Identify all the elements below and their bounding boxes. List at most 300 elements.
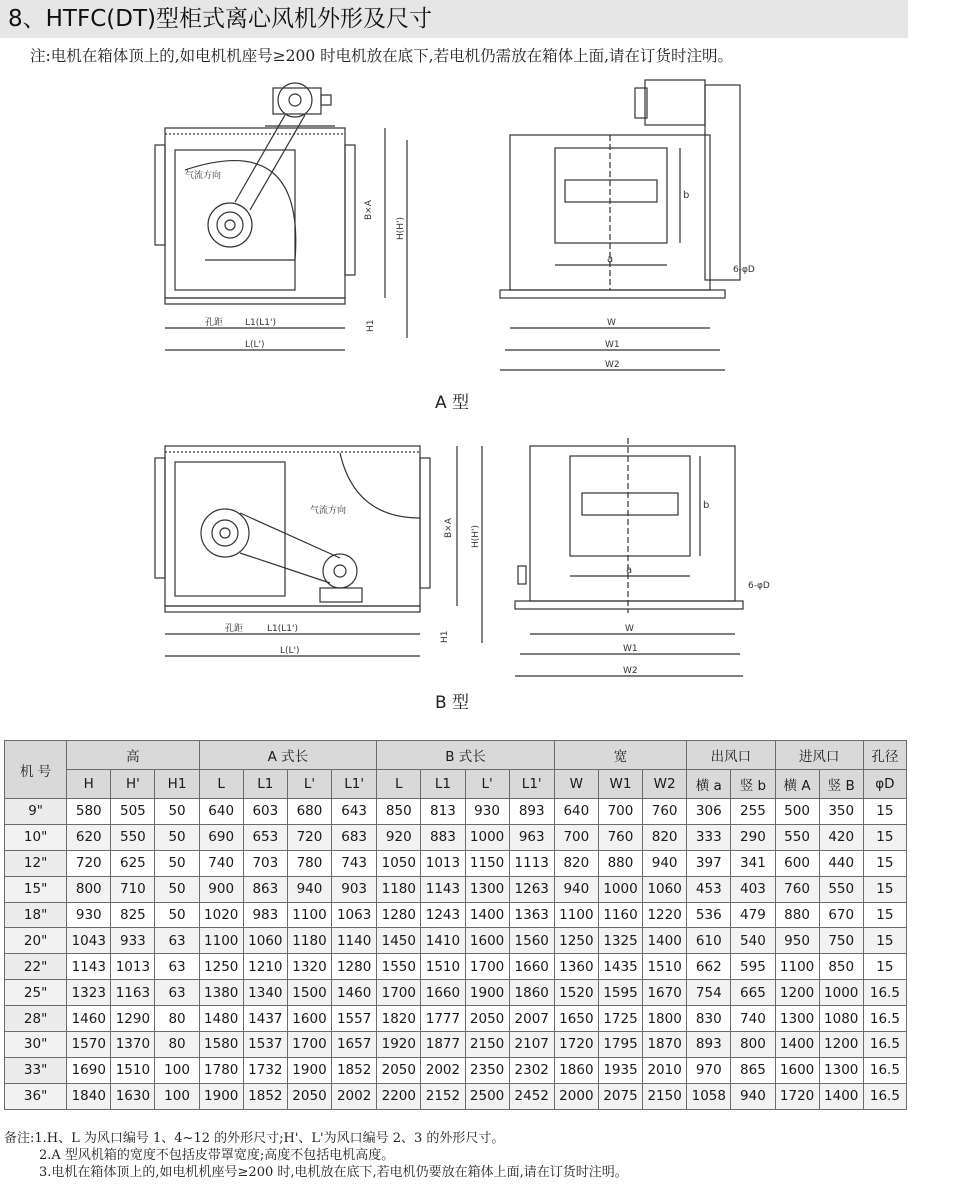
value-cell: 940 xyxy=(731,1083,775,1109)
value-cell: 1160 xyxy=(598,902,642,928)
value-cell: 1630 xyxy=(111,1083,155,1109)
value-cell: 1852 xyxy=(332,1057,377,1083)
value-cell: 680 xyxy=(287,799,331,825)
value-cell: 800 xyxy=(731,1032,775,1058)
value-cell: 1060 xyxy=(643,876,687,902)
value-cell: 1243 xyxy=(421,902,465,928)
dim-h-label: H(H') xyxy=(396,216,406,240)
value-cell: 290 xyxy=(731,824,775,850)
value-cell: 1363 xyxy=(509,902,554,928)
value-cell: 1150 xyxy=(465,850,509,876)
value-cell: 750 xyxy=(819,928,863,954)
value-cell: 653 xyxy=(243,824,287,850)
value-cell: 603 xyxy=(243,799,287,825)
value-cell: 930 xyxy=(465,799,509,825)
value-cell: 1935 xyxy=(598,1057,642,1083)
value-cell: 50 xyxy=(155,876,199,902)
column-header: L1' xyxy=(509,770,554,799)
value-cell: 754 xyxy=(687,980,731,1006)
value-cell: 1280 xyxy=(377,902,421,928)
value-cell: 1700 xyxy=(287,1032,331,1058)
value-cell: 100 xyxy=(155,1057,199,1083)
value-cell: 2452 xyxy=(509,1083,554,1109)
table-row xyxy=(5,1032,907,1058)
table-row xyxy=(5,902,907,928)
value-cell: 1143 xyxy=(67,954,111,980)
value-cell: 350 xyxy=(819,799,863,825)
model-cell: 36" xyxy=(5,1083,67,1109)
b-dim-w1-label: W1 xyxy=(623,644,638,654)
drawing-a-side-view xyxy=(145,70,420,370)
table-row xyxy=(5,876,907,902)
value-cell: 2302 xyxy=(509,1057,554,1083)
value-cell: 1460 xyxy=(332,980,377,1006)
value-cell: 1660 xyxy=(509,954,554,980)
dim-b-label: b xyxy=(683,190,690,201)
table-row xyxy=(5,824,907,850)
value-cell: 306 xyxy=(687,799,731,825)
value-cell: 640 xyxy=(199,799,243,825)
table-row xyxy=(5,928,907,954)
value-cell: 1510 xyxy=(421,954,465,980)
hole-pitch-label: 孔距 xyxy=(205,318,224,328)
value-cell: 2002 xyxy=(332,1083,377,1109)
value-cell: 15 xyxy=(863,876,906,902)
b-dim-h1-label: H1 xyxy=(440,630,450,643)
b-dim-l1-label: L1(L1') xyxy=(267,624,298,634)
value-cell: 2350 xyxy=(465,1057,509,1083)
value-cell: 2152 xyxy=(421,1083,465,1109)
value-cell: 1100 xyxy=(775,954,819,980)
value-cell: 1580 xyxy=(199,1032,243,1058)
column-header: 横 a xyxy=(687,770,731,799)
value-cell: 1670 xyxy=(643,980,687,1006)
value-cell: 1520 xyxy=(554,980,598,1006)
value-cell: 15 xyxy=(863,824,906,850)
b-dim-a-label: a xyxy=(626,565,633,576)
value-cell: 1400 xyxy=(819,1083,863,1109)
value-cell: 813 xyxy=(421,799,465,825)
value-cell: 863 xyxy=(243,876,287,902)
header-group-outlet: 出风口 xyxy=(687,741,775,770)
column-header: W1 xyxy=(598,770,642,799)
table-header-columns xyxy=(5,770,907,799)
value-cell: 1163 xyxy=(111,980,155,1006)
column-header: H xyxy=(67,770,111,799)
value-cell: 2050 xyxy=(287,1083,331,1109)
column-header: L1 xyxy=(421,770,465,799)
value-cell: 1400 xyxy=(775,1032,819,1058)
value-cell: 1657 xyxy=(332,1032,377,1058)
value-cell: 1600 xyxy=(775,1057,819,1083)
column-header: L' xyxy=(465,770,509,799)
value-cell: 1537 xyxy=(243,1032,287,1058)
header-model: 机 号 xyxy=(5,741,67,799)
column-header: L1 xyxy=(243,770,287,799)
value-cell: 683 xyxy=(332,824,377,850)
value-cell: 540 xyxy=(731,928,775,954)
value-cell: 15 xyxy=(863,954,906,980)
value-cell: 893 xyxy=(687,1032,731,1058)
value-cell: 1340 xyxy=(243,980,287,1006)
airflow-label: 气流方向 xyxy=(185,171,222,181)
remark-1: 备注:1.H、L 为风口编号 1、4~12 的外形尺寸;H'、L'为风口编号 2、3 的外形尺寸。 xyxy=(4,1131,505,1146)
value-cell: 16.5 xyxy=(863,1057,906,1083)
value-cell: 1380 xyxy=(199,980,243,1006)
value-cell: 1700 xyxy=(465,954,509,980)
model-cell: 25" xyxy=(5,980,67,1006)
value-cell: 333 xyxy=(687,824,731,850)
drawing-b-front-view xyxy=(510,438,770,683)
value-cell: 1143 xyxy=(421,876,465,902)
dim-h1-label: H1 xyxy=(366,319,376,332)
value-cell: 970 xyxy=(687,1057,731,1083)
value-cell: 1280 xyxy=(332,954,377,980)
drawing-a-front-view xyxy=(495,70,755,375)
b-hole-pitch-label: 孔距 xyxy=(225,624,244,634)
drawing-b-side-view xyxy=(145,438,490,666)
value-cell: 1320 xyxy=(287,954,331,980)
value-cell: 920 xyxy=(377,824,421,850)
value-cell: 1840 xyxy=(67,1083,111,1109)
value-cell: 670 xyxy=(819,902,863,928)
value-cell: 63 xyxy=(155,980,199,1006)
value-cell: 1370 xyxy=(111,1032,155,1058)
value-cell: 1600 xyxy=(287,1006,331,1032)
value-cell: 850 xyxy=(377,799,421,825)
value-cell: 15 xyxy=(863,799,906,825)
value-cell: 700 xyxy=(598,799,642,825)
value-cell: 1660 xyxy=(421,980,465,1006)
model-cell: 28" xyxy=(5,1006,67,1032)
header-group-inlet: 进风口 xyxy=(775,741,863,770)
value-cell: 1852 xyxy=(243,1083,287,1109)
dim-a-label: a xyxy=(607,254,614,265)
column-header: φD xyxy=(863,770,906,799)
value-cell: 1720 xyxy=(775,1083,819,1109)
value-cell: 16.5 xyxy=(863,1083,906,1109)
value-cell: 1100 xyxy=(287,902,331,928)
value-cell: 883 xyxy=(421,824,465,850)
value-cell: 640 xyxy=(554,799,598,825)
value-cell: 1570 xyxy=(67,1032,111,1058)
value-cell: 1013 xyxy=(111,954,155,980)
value-cell: 1080 xyxy=(819,1006,863,1032)
value-cell: 1900 xyxy=(465,980,509,1006)
column-header: L xyxy=(199,770,243,799)
value-cell: 1180 xyxy=(377,876,421,902)
value-cell: 983 xyxy=(243,902,287,928)
value-cell: 2107 xyxy=(509,1032,554,1058)
value-cell: 1557 xyxy=(332,1006,377,1032)
remark-2: 2.A 型风机箱的宽度不包括皮带罩宽度;高度不包括电机高度。 xyxy=(39,1148,395,1163)
value-cell: 1700 xyxy=(377,980,421,1006)
table-row xyxy=(5,799,907,825)
value-cell: 620 xyxy=(67,824,111,850)
value-cell: 903 xyxy=(332,876,377,902)
value-cell: 453 xyxy=(687,876,731,902)
value-cell: 690 xyxy=(199,824,243,850)
table-row xyxy=(5,954,907,980)
column-header: W xyxy=(554,770,598,799)
value-cell: 1720 xyxy=(554,1032,598,1058)
column-header: H1 xyxy=(155,770,199,799)
value-cell: 2075 xyxy=(598,1083,642,1109)
value-cell: 1877 xyxy=(421,1032,465,1058)
model-cell: 20" xyxy=(5,928,67,954)
value-cell: 1510 xyxy=(643,954,687,980)
value-cell: 1725 xyxy=(598,1006,642,1032)
value-cell: 963 xyxy=(509,824,554,850)
header-group-a-length: A 式长 xyxy=(199,741,377,770)
value-cell: 703 xyxy=(243,850,287,876)
value-cell: 341 xyxy=(731,850,775,876)
table-body xyxy=(5,799,907,1110)
value-cell: 1100 xyxy=(199,928,243,954)
value-cell: 1220 xyxy=(643,902,687,928)
model-cell: 18" xyxy=(5,902,67,928)
value-cell: 255 xyxy=(731,799,775,825)
model-cell: 22" xyxy=(5,954,67,980)
value-cell: 1900 xyxy=(199,1083,243,1109)
value-cell: 1400 xyxy=(465,902,509,928)
value-cell: 1210 xyxy=(243,954,287,980)
value-cell: 1200 xyxy=(819,1032,863,1058)
value-cell: 2200 xyxy=(377,1083,421,1109)
value-cell: 820 xyxy=(554,850,598,876)
value-cell: 865 xyxy=(731,1057,775,1083)
value-cell: 1550 xyxy=(377,954,421,980)
value-cell: 16.5 xyxy=(863,1032,906,1058)
value-cell: 625 xyxy=(111,850,155,876)
value-cell: 950 xyxy=(775,928,819,954)
value-cell: 1435 xyxy=(598,954,642,980)
value-cell: 825 xyxy=(111,902,155,928)
dim-l-label: L(L') xyxy=(245,340,265,350)
value-cell: 1795 xyxy=(598,1032,642,1058)
value-cell: 720 xyxy=(67,850,111,876)
value-cell: 720 xyxy=(287,824,331,850)
value-cell: 2050 xyxy=(465,1006,509,1032)
model-cell: 15" xyxy=(5,876,67,902)
value-cell: 1410 xyxy=(421,928,465,954)
value-cell: 1900 xyxy=(287,1057,331,1083)
table-row xyxy=(5,1006,907,1032)
value-cell: 800 xyxy=(67,876,111,902)
value-cell: 1140 xyxy=(332,928,377,954)
b-dim-w2-label: W2 xyxy=(623,666,638,676)
table-row xyxy=(5,1057,907,1083)
value-cell: 1180 xyxy=(287,928,331,954)
dim-w1-label: W1 xyxy=(605,340,620,350)
value-cell: 420 xyxy=(819,824,863,850)
value-cell: 820 xyxy=(643,824,687,850)
header-group-hole: 孔径 xyxy=(863,741,906,770)
spec-table xyxy=(4,740,907,1110)
value-cell: 1325 xyxy=(598,928,642,954)
value-cell: 1323 xyxy=(67,980,111,1006)
dim-l1-label: L1(L1') xyxy=(245,318,276,328)
column-header: 横 A xyxy=(775,770,819,799)
value-cell: 2050 xyxy=(377,1057,421,1083)
value-cell: 2150 xyxy=(643,1083,687,1109)
dim-w2-label: W2 xyxy=(605,360,620,370)
value-cell: 15 xyxy=(863,850,906,876)
value-cell: 700 xyxy=(554,824,598,850)
b-dim-l-label: L(L') xyxy=(280,646,300,656)
value-cell: 1595 xyxy=(598,980,642,1006)
value-cell: 1020 xyxy=(199,902,243,928)
value-cell: 850 xyxy=(819,954,863,980)
value-cell: 643 xyxy=(332,799,377,825)
column-header: H' xyxy=(111,770,155,799)
value-cell: 665 xyxy=(731,980,775,1006)
value-cell: 780 xyxy=(287,850,331,876)
value-cell: 1860 xyxy=(509,980,554,1006)
value-cell: 2000 xyxy=(554,1083,598,1109)
value-cell: 600 xyxy=(775,850,819,876)
value-cell: 2007 xyxy=(509,1006,554,1032)
value-cell: 1820 xyxy=(377,1006,421,1032)
column-header: L' xyxy=(287,770,331,799)
value-cell: 1400 xyxy=(643,928,687,954)
b-dim-bxa-label: B×A xyxy=(444,518,454,538)
model-cell: 10" xyxy=(5,824,67,850)
value-cell: 63 xyxy=(155,954,199,980)
table-header-groups xyxy=(5,741,907,770)
value-cell: 893 xyxy=(509,799,554,825)
b-airflow-label: 气流方向 xyxy=(310,506,347,516)
column-header: L xyxy=(377,770,421,799)
dim-bxa-label: B×A xyxy=(364,200,374,220)
value-cell: 63 xyxy=(155,928,199,954)
value-cell: 1450 xyxy=(377,928,421,954)
value-cell: 16.5 xyxy=(863,980,906,1006)
value-cell: 880 xyxy=(598,850,642,876)
value-cell: 880 xyxy=(775,902,819,928)
value-cell: 760 xyxy=(598,824,642,850)
table-row xyxy=(5,850,907,876)
value-cell: 1800 xyxy=(643,1006,687,1032)
value-cell: 1480 xyxy=(199,1006,243,1032)
header-group-b-length: B 式长 xyxy=(377,741,555,770)
value-cell: 830 xyxy=(687,1006,731,1032)
value-cell: 1250 xyxy=(199,954,243,980)
value-cell: 900 xyxy=(199,876,243,902)
value-cell: 1063 xyxy=(332,902,377,928)
value-cell: 1000 xyxy=(819,980,863,1006)
value-cell: 1510 xyxy=(111,1057,155,1083)
value-cell: 740 xyxy=(731,1006,775,1032)
value-cell: 550 xyxy=(111,824,155,850)
value-cell: 15 xyxy=(863,902,906,928)
value-cell: 50 xyxy=(155,850,199,876)
header-group-width: 宽 xyxy=(554,741,686,770)
value-cell: 940 xyxy=(287,876,331,902)
value-cell: 80 xyxy=(155,1006,199,1032)
value-cell: 2150 xyxy=(465,1032,509,1058)
value-cell: 1920 xyxy=(377,1032,421,1058)
value-cell: 1460 xyxy=(67,1006,111,1032)
value-cell: 1013 xyxy=(421,850,465,876)
value-cell: 740 xyxy=(199,850,243,876)
value-cell: 1200 xyxy=(775,980,819,1006)
model-cell: 33" xyxy=(5,1057,67,1083)
type-b-label: B 型 xyxy=(434,693,470,713)
top-note: 注:电机在箱体顶上的,如电机机座号≥200 时电机放在底下,若电机仍需放在箱体上面,请在订货时注明。 xyxy=(30,47,734,65)
value-cell: 2010 xyxy=(643,1057,687,1083)
value-cell: 940 xyxy=(554,876,598,902)
column-header: W2 xyxy=(643,770,687,799)
value-cell: 1360 xyxy=(554,954,598,980)
value-cell: 1000 xyxy=(465,824,509,850)
table-row xyxy=(5,980,907,1006)
value-cell: 1560 xyxy=(509,928,554,954)
value-cell: 2002 xyxy=(421,1057,465,1083)
value-cell: 1690 xyxy=(67,1057,111,1083)
table-row xyxy=(5,1083,907,1109)
value-cell: 1100 xyxy=(554,902,598,928)
value-cell: 550 xyxy=(819,876,863,902)
b-dim-b-label: b xyxy=(703,500,710,511)
value-cell: 1500 xyxy=(287,980,331,1006)
value-cell: 1860 xyxy=(554,1057,598,1083)
remark-3: 3.电机在箱体顶上的,如电机机座号≥200 时,电机放在底下,若电机仍要放在箱体上面,请在订货时注明。 xyxy=(39,1165,628,1180)
value-cell: 1058 xyxy=(687,1083,731,1109)
value-cell: 710 xyxy=(111,876,155,902)
value-cell: 1437 xyxy=(243,1006,287,1032)
value-cell: 550 xyxy=(775,824,819,850)
value-cell: 610 xyxy=(687,928,731,954)
page-title: 8、HTFC(DT)型柜式离心风机外形及尺寸 xyxy=(0,0,908,38)
value-cell: 1650 xyxy=(554,1006,598,1032)
value-cell: 16.5 xyxy=(863,1006,906,1032)
value-cell: 760 xyxy=(775,876,819,902)
value-cell: 1870 xyxy=(643,1032,687,1058)
value-cell: 933 xyxy=(111,928,155,954)
value-cell: 397 xyxy=(687,850,731,876)
value-cell: 1113 xyxy=(509,850,554,876)
remarks xyxy=(4,1130,964,1181)
value-cell: 1050 xyxy=(377,850,421,876)
value-cell: 1777 xyxy=(421,1006,465,1032)
value-cell: 1600 xyxy=(465,928,509,954)
value-cell: 50 xyxy=(155,824,199,850)
column-header: L1' xyxy=(332,770,377,799)
value-cell: 15 xyxy=(863,928,906,954)
value-cell: 505 xyxy=(111,799,155,825)
column-header: 竖 b xyxy=(731,770,775,799)
dim-w-label: W xyxy=(607,318,616,328)
value-cell: 536 xyxy=(687,902,731,928)
value-cell: 1060 xyxy=(243,928,287,954)
value-cell: 662 xyxy=(687,954,731,980)
value-cell: 440 xyxy=(819,850,863,876)
value-cell: 930 xyxy=(67,902,111,928)
value-cell: 1290 xyxy=(111,1006,155,1032)
value-cell: 743 xyxy=(332,850,377,876)
model-cell: 9" xyxy=(5,799,67,825)
dim-hole-label: 6-φD xyxy=(733,265,755,275)
value-cell: 1732 xyxy=(243,1057,287,1083)
value-cell: 500 xyxy=(775,799,819,825)
value-cell: 479 xyxy=(731,902,775,928)
value-cell: 1300 xyxy=(819,1057,863,1083)
value-cell: 50 xyxy=(155,799,199,825)
value-cell: 1000 xyxy=(598,876,642,902)
value-cell: 2500 xyxy=(465,1083,509,1109)
value-cell: 80 xyxy=(155,1032,199,1058)
